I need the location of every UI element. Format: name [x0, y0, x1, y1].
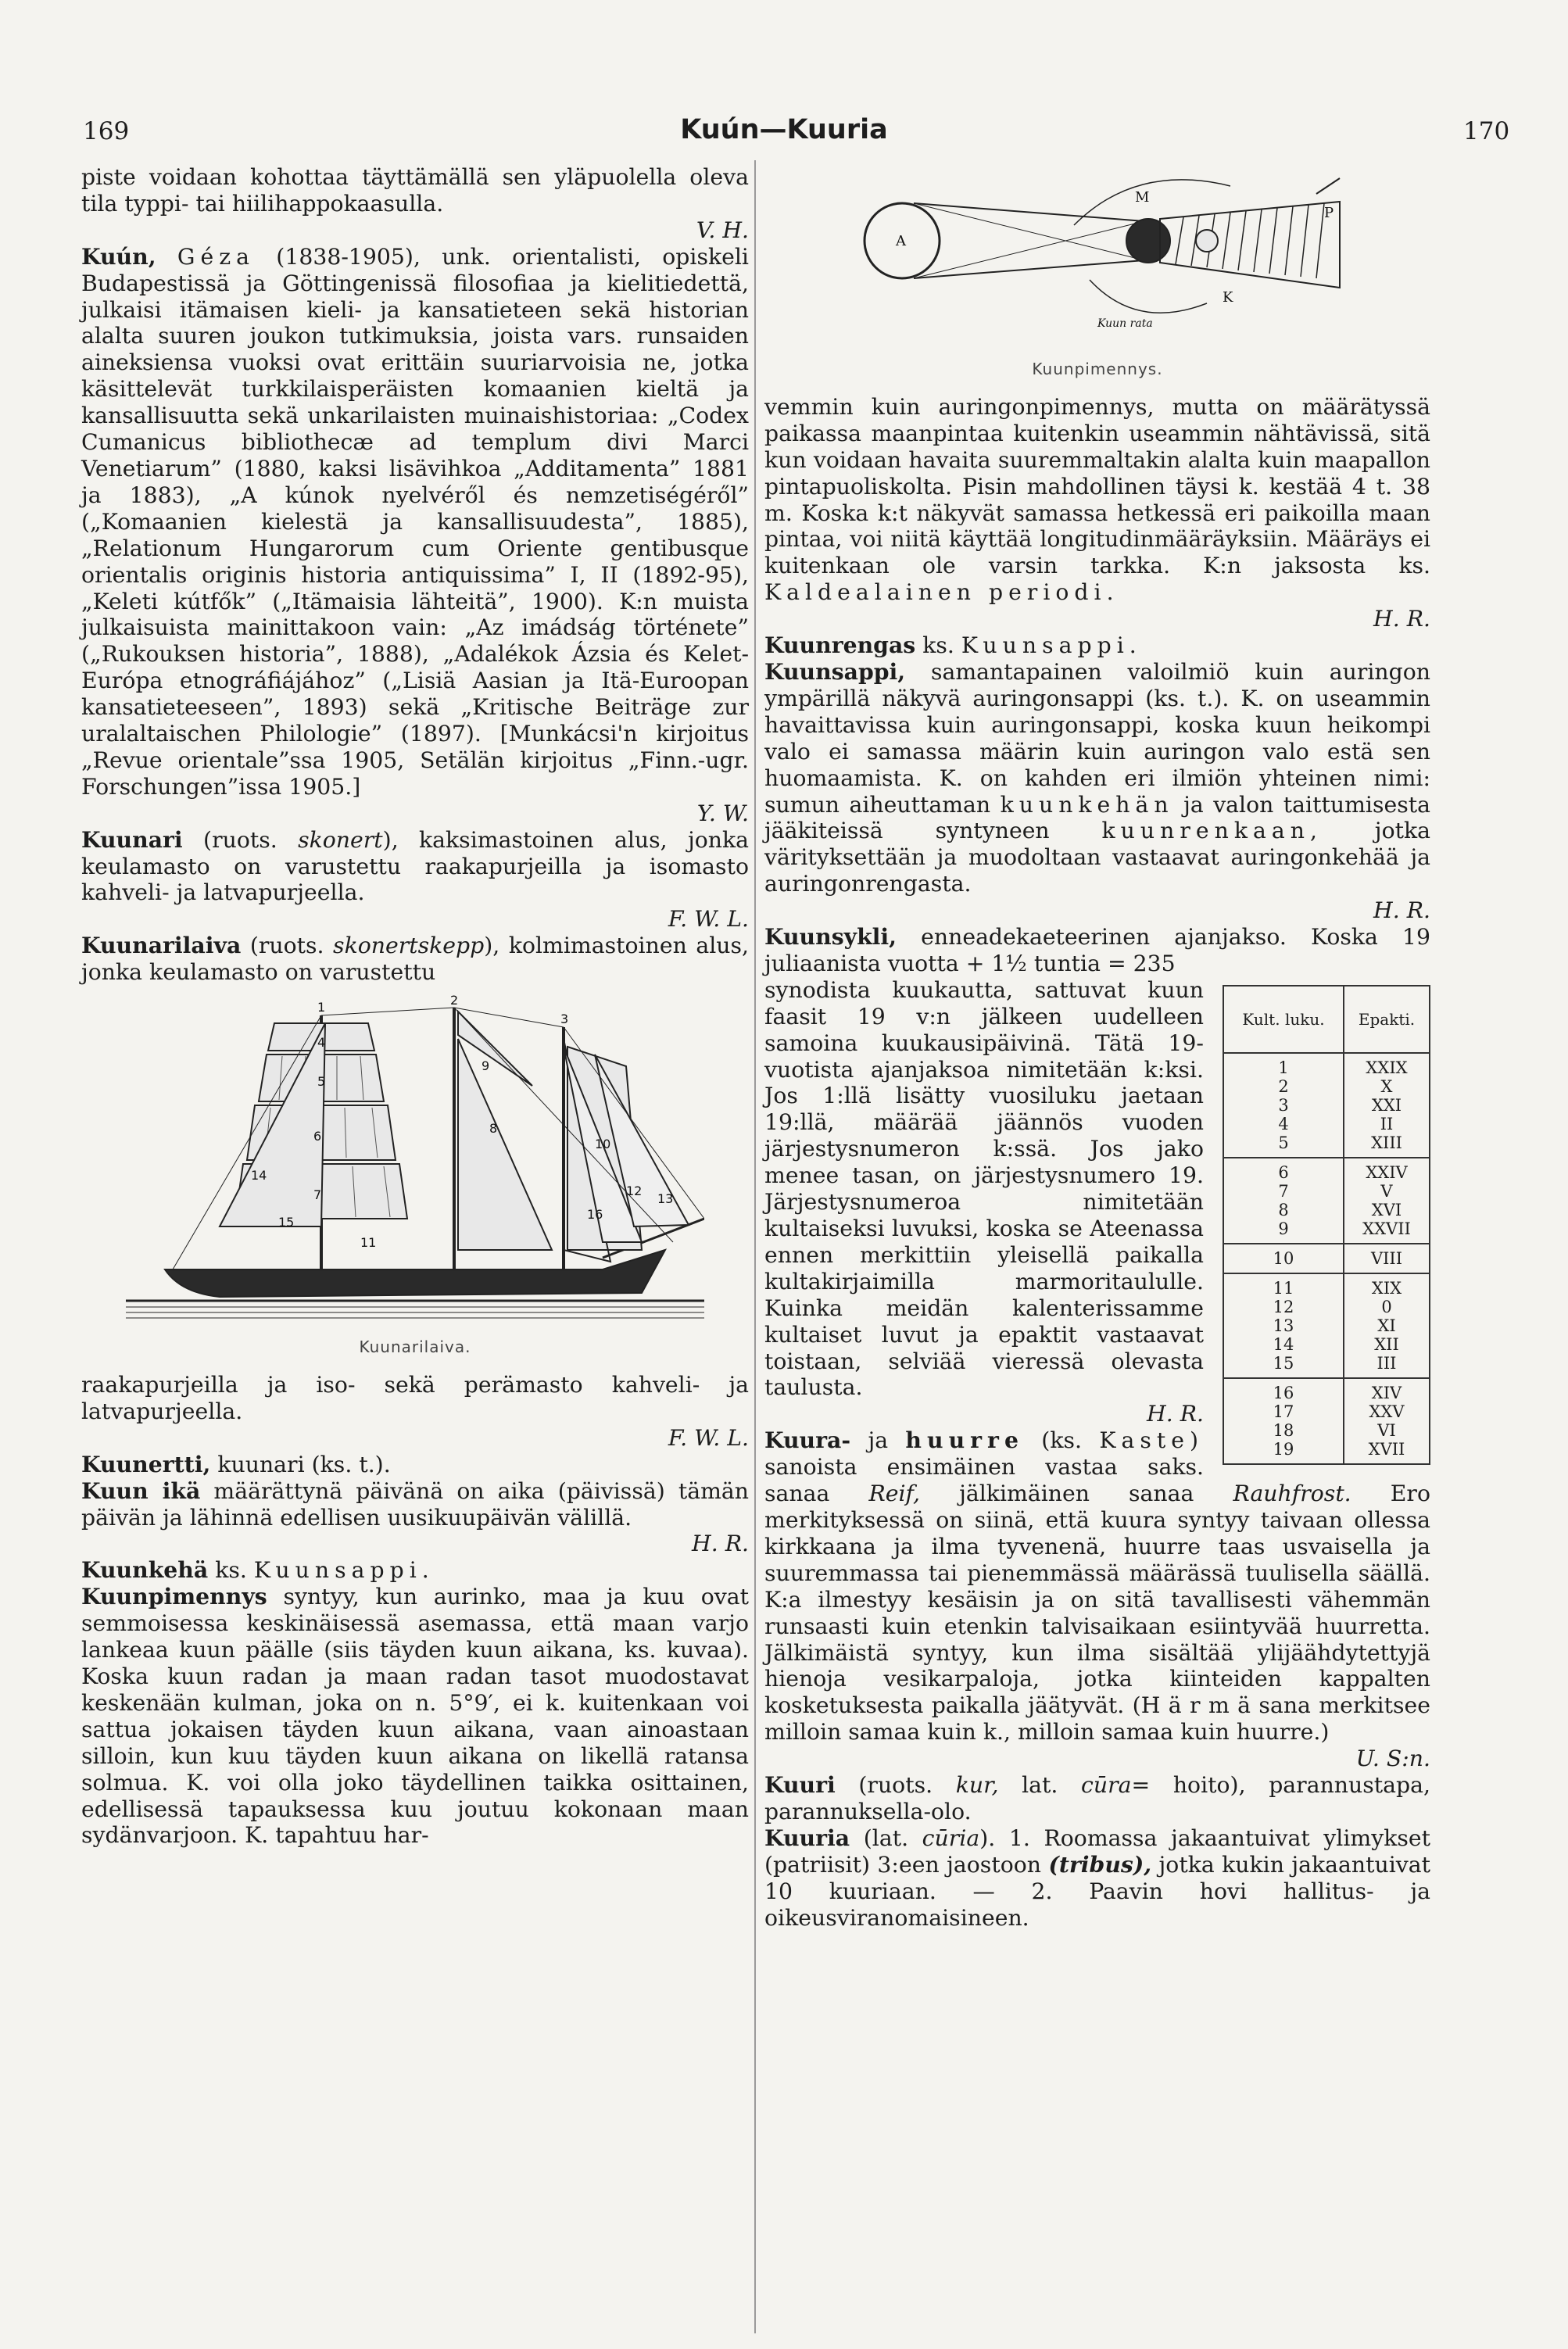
entry-text: sanoista ensimäinen vastaa saks. sanaa: [764, 1454, 1204, 1507]
column-separator: [754, 160, 756, 2333]
paragraph: [764, 394, 1430, 606]
entry-text: jälkimäinen sanaa: [959, 1481, 1194, 1507]
paragraph: piste voidaan kohottaa täyttämällä sen yläpuolella oleva tila typpi- tai hiilihappokaasulla.: [81, 164, 749, 217]
ship-label: 5: [317, 1074, 326, 1090]
diagram-label-path: Kuun rata: [1097, 317, 1153, 330]
entry-text: Ero merkityksessä on siinä, että kuura syntyy taivaan ollessa kirkkaana ja ilma tyvenenä, huurre taas usvaisella ja suuremmassa tai pienemmässä määrässä tuulisella säällä. K:a ilmestyy kesäisin ja on sitä tavallisesti vähemmän runsaasti kuin etenkin talvisaikaan esiintyvää huurretta. Jälkimäistä syntyy, kun ilma sisältää ylijäähdytettyjä hienoja vesikarpaloja, jotka kiinteiden kappalten kosketuksesta paikalla jäätyvät. (H ä r m ä sana merkitsee milloin samaa kuin k., milloin samaa kuin huurre.): [764, 1481, 1431, 1746]
table-cell: 6 7 8 9: [1223, 1158, 1344, 1244]
entry-kuunpimennys: [81, 1584, 749, 1849]
entry-kuun: [81, 244, 749, 800]
entry-term: Kuún,: [81, 242, 156, 270]
ship-label: 4: [317, 1035, 326, 1051]
figure-caption: Kuunpimennys.: [1032, 360, 1163, 378]
table-cell: 10: [1223, 1244, 1344, 1273]
diagram-label-sun: A: [896, 233, 906, 249]
ship-illustration: [126, 992, 704, 1328]
entry-italic: skonert: [298, 826, 383, 853]
paragraph: raakapurjeilla ja iso- sekä perämasto kahveli- ja latvapurjeella.: [81, 1372, 749, 1424]
entry-term: Kuunari: [81, 825, 183, 853]
entry-italic: cūria: [922, 1824, 980, 1851]
entry-italic: Reif,: [868, 1481, 921, 1507]
entry-crossref: Kuunsappi.: [253, 1557, 435, 1584]
table-cell: XIV XXV VI XVII: [1344, 1378, 1430, 1464]
table-cell: XXIX X XXI II XIII: [1344, 1053, 1430, 1158]
paragraph: synodista kuukautta, sattuvat kuun faasit 19 v:n jälkeen uudelleen samoina kuukausipäivinä. Tätä 19-vuotista ajanjaksoa nimitetään k:ksi. Jos 1:llä lisätty vuosiluku jaetaan 19:llä, määrää jäännös vuoden järjestysnumeron k:ssä. Jos jako menee tasan, on järjestysnumero 19. Järjestysnumeroa nimitetään kultaiseksi luvuksi, koska se Ateenassa ennen merkittiin yleisellä paikalla kultakirjaimilla marmoritaululle. Kuinka meidän kalenterissamme kultaiset luvut ja epaktit vastaavat toistaan, selviää vieressä olevasta taulusta.: [764, 976, 1204, 1401]
entry-text: jotka värityksettään ja muodoltaan vastaavat auringonkehää ja auringonrengasta.: [764, 818, 1430, 897]
diagram-label-moon: K: [1223, 289, 1233, 306]
ship-label: 15: [278, 1215, 295, 1230]
entry-text: enneadekaeteerinen ajanjakso. Koska 19 juliaanista vuotta + 1½ tuntia = 235: [764, 924, 1430, 976]
ship-label: 7: [313, 1187, 322, 1203]
entry-crossref: Kuunsappi.: [961, 632, 1142, 659]
ship-label: 11: [360, 1235, 377, 1251]
entry-crossref: Kaldealainen periodi.: [764, 579, 1119, 606]
entry-text: (ruots.: [203, 826, 299, 853]
entry-text: (ruots.: [858, 1772, 933, 1799]
epakt-table-box: [1223, 985, 1430, 1465]
entry-italic: cūra: [1081, 1772, 1132, 1799]
entry-text: ja valon taittumisesta jääkiteissä syntyneen: [764, 791, 1430, 844]
signature: H. R.: [692, 1531, 749, 1557]
table-cell: XIX 0 XI XII III: [1344, 1273, 1430, 1378]
entry-kuunkeha: [81, 1557, 749, 1584]
ship-label: 2: [450, 993, 459, 1008]
right-column: [764, 164, 1430, 1931]
ship-label: 8: [489, 1121, 498, 1137]
page-number-left: 169: [83, 117, 130, 145]
entry-kuunarilaiva: [81, 933, 749, 986]
ship-label: 13: [657, 1191, 674, 1207]
entry-term: Kuun ikä: [81, 1477, 201, 1504]
entry-text: (1838-1905), unk. orientalisti, opiskeli Budapestissä ja Göttingenissä filosofiaa ja kielitiedettä, julkaisi itämaisen kieli- ja kansatieteen sekä historian alalta suuren joukon tutkimuksia, joista vars. runsaiden aineksiensa vuoksi ovat erittäin suuriarvoisia ne, jotka käsittelevät turkkilaisperäisten komaanien kieltä ja kansallisuutta sekä unkarilaisten muinaishistoriaa: „Codex Cumanicus bibliothecæ ad templum divi Marci Venetiarum” (1880, kaksi lisävihkoa „Additamenta” 1881 ja 1883), „A kúnok nyelvéről és nemzetiségéről” („Komaanien kielestä ja kansallisuudesta”, 1885), „Relationum Hungarorum cum Oriente gentibusque orientalis originis historia antiquissima” I, II (1892-95), „Keleti kútfők” („Itämaisia lähteitä”, 1900). K:n muista julkaisuista mainittakoon vain: „Az imádság története” („Rukouksen historia”, 1888), „Adalékok Ázsia és Kelet-Európa etnográfiájához” („Lisiä Aasian ja Itä-Euroopan kansatieteeseen”, 1893) sekä „Kritische Beiträge zur uralaltaischen Philologie” (1897). [Munkácsi'n kirjoitus „Revue orientale”ssa 1905, Setälän kirjoitus „Finn.-ugr. Forschungen”issa 1905.]: [81, 243, 749, 800]
entry-term: Kuuri: [764, 1771, 836, 1799]
left-column: [81, 164, 749, 1849]
entry-text: ). 1. Roomassa jakaantuivat ylimykset (patriisit) 3:een jaostoon: [764, 1824, 1430, 1878]
signature: V. H.: [696, 217, 749, 243]
entry-term: Kuunarilaiva: [81, 932, 242, 959]
entry-text: lat.: [1022, 1772, 1058, 1799]
signature: U. S:n.: [1355, 1746, 1430, 1772]
entry-italic: Rauhfrost.: [1233, 1481, 1351, 1507]
signature: H. R.: [1373, 897, 1430, 924]
ship-label: 12: [626, 1183, 643, 1199]
entry-text: määrättynä päivänä on aika (päivissä) tämän päivän ja lähinnä edellisen uusikuupäivän välillä.: [81, 1477, 750, 1531]
entry-kuun-ika: [81, 1478, 749, 1531]
entry-spaced: kuunkehän: [1000, 791, 1174, 818]
entry-term: Kuunsykli,: [764, 923, 897, 951]
figure-caption: Kuunarilaiva.: [359, 1337, 471, 1357]
epakt-table: [1223, 985, 1430, 1465]
ship-label: 9: [481, 1058, 490, 1074]
signature: H. R.: [1147, 1401, 1204, 1427]
ship-label: 6: [313, 1129, 322, 1144]
entry-text: samantapainen valoilmiö kuin auringon ympärillä näkyvä auringonsappi (ks. t.). K. on useammin havaittavissa kuin auringonsappi, koska kuun heikompi valo ei samassa määrin kuin auringon valo estä sen huomaamista. K. on kahden eri ilmiön yhteinen nimi: sumun aiheuttaman: [764, 658, 1430, 818]
running-title: Kuún—Kuuria: [680, 114, 888, 145]
entry-text: kuunari (ks. t.).: [217, 1451, 391, 1477]
entry-text: vemmin kuin auringonpimennys, mutta on määrätyssä paikassa maanpintaa kuitenkin useammin nähtävissä, sitä kun voidaan havaita suuremmaltakin alalta kuin maapallon pintapuoliskolta. Pisin mahdollinen täysi k. kestää 4 t. 38 m. Koska k:t näkyvät samassa hetkessä eri paikoilla maan pintaa, voi niitä käyttää longitudinmääräyksiin. Määräys ei kuitenkaan ole varsin tarkka. K:n jaksosta ks.: [764, 393, 1430, 579]
entry-text: = hoito), parannustapa, parannuksella-olo.: [764, 1772, 1430, 1824]
table-cell: VIII: [1344, 1244, 1430, 1273]
table-header: Kult. luku.: [1223, 986, 1344, 1053]
eclipse-diagram: [839, 170, 1355, 350]
diagram-label-earth: M: [1135, 189, 1150, 206]
entry-kuunari: [81, 827, 749, 907]
entry-kuunsykli: [764, 924, 1430, 977]
entry-term: Kuunsappi,: [764, 657, 906, 685]
table-cell: 11 12 13 14 15: [1223, 1273, 1344, 1378]
entry-italic: (tribus),: [1048, 1850, 1152, 1878]
entry-kuura: [764, 1427, 1430, 1746]
entry-text: (lat.: [863, 1824, 909, 1851]
entry-kuunrengas: [764, 632, 1430, 659]
entry-kuunertti: [81, 1452, 749, 1478]
entry-crossref: Kaste): [1099, 1427, 1205, 1454]
entry-italic: skonertskepp: [333, 933, 485, 959]
ship-label: 16: [587, 1207, 603, 1223]
ship-label: 10: [595, 1137, 611, 1152]
entry-term: Kuura-: [764, 1427, 851, 1454]
page-number-right: 170: [1463, 117, 1510, 145]
entry-text: (ruots.: [249, 933, 334, 959]
signature: F. W. L.: [668, 906, 749, 933]
entry-text: ), kolmimastoinen alus, jonka keulamasto on varustettu: [81, 933, 749, 986]
entry-term: Kuuria: [764, 1824, 850, 1851]
ship-label: 14: [251, 1168, 267, 1183]
entry-term: Kuunkehä: [81, 1556, 209, 1584]
table-cell: 16 17 18 19: [1223, 1378, 1344, 1464]
entry-text: ks.: [922, 632, 954, 659]
entry-kuunsappi: [764, 659, 1430, 897]
entry-kuuri: [764, 1772, 1430, 1825]
ship-label: 3: [560, 1012, 569, 1027]
entry-term: Kuunertti,: [81, 1450, 211, 1477]
table-cell: XXIV V XVI XXVII: [1344, 1158, 1430, 1244]
entry-text: ja: [868, 1427, 889, 1454]
entry-spaced: kuunrenkaan,: [1101, 818, 1323, 844]
diagram-label-p: P: [1324, 205, 1334, 221]
entry-italic: kur,: [955, 1772, 999, 1799]
entry-term: Kuunrengas: [764, 632, 916, 659]
signature: Y. W.: [696, 800, 749, 826]
signature: H. R.: [1373, 606, 1430, 632]
table-header: Epakti.: [1344, 986, 1430, 1053]
table-cell: 1 2 3 4 5: [1223, 1053, 1344, 1158]
entry-text: jotka kukin jakaantuivat 10 kuuriaan. — 2. Paavin hovi hallitus- ja oikeusviranomaisineen.: [764, 1851, 1431, 1931]
entry-text: (ks.: [1041, 1427, 1082, 1454]
entry-name: Géza: [177, 243, 255, 270]
entry-text: ks.: [215, 1557, 247, 1584]
entry-term: huurre: [905, 1427, 1024, 1454]
entry-text: syntyy, kun aurinko, maa ja kuu ovat semmoisessa keskinäisessä asemassa, että maan varjo lankeaa kuun päälle (siis täyden kuun aikana, ks. kuvaa). Koska kuun radan ja maan radan tasot muodostavat keskenään kulman, joka on n. 5°9′, ei k. kuitenkaan voi sattua jokaisen täyden kuun aikana, vaan ainoastaan silloin, kun kuu täyden kuun aikana on likellä ratansa solmua. K. voi olla joko täydellinen taikka osittainen, edellisessä tapauksessa kuu joutuu kokonaan maan sydänvarjoon. K. tapahtuu har-: [81, 1584, 749, 1849]
entry-text: ), kaksimastoinen alus, jonka keulamasto on varustettu raakapurjeilla ja isomasto kahveli- ja latvapurjeella.: [81, 826, 750, 906]
ship-label: 1: [317, 1000, 326, 1015]
signature: F. W. L.: [668, 1424, 749, 1451]
entry-term: Kuunpimennys: [81, 1583, 267, 1610]
entry-kuuria: [764, 1825, 1430, 1932]
